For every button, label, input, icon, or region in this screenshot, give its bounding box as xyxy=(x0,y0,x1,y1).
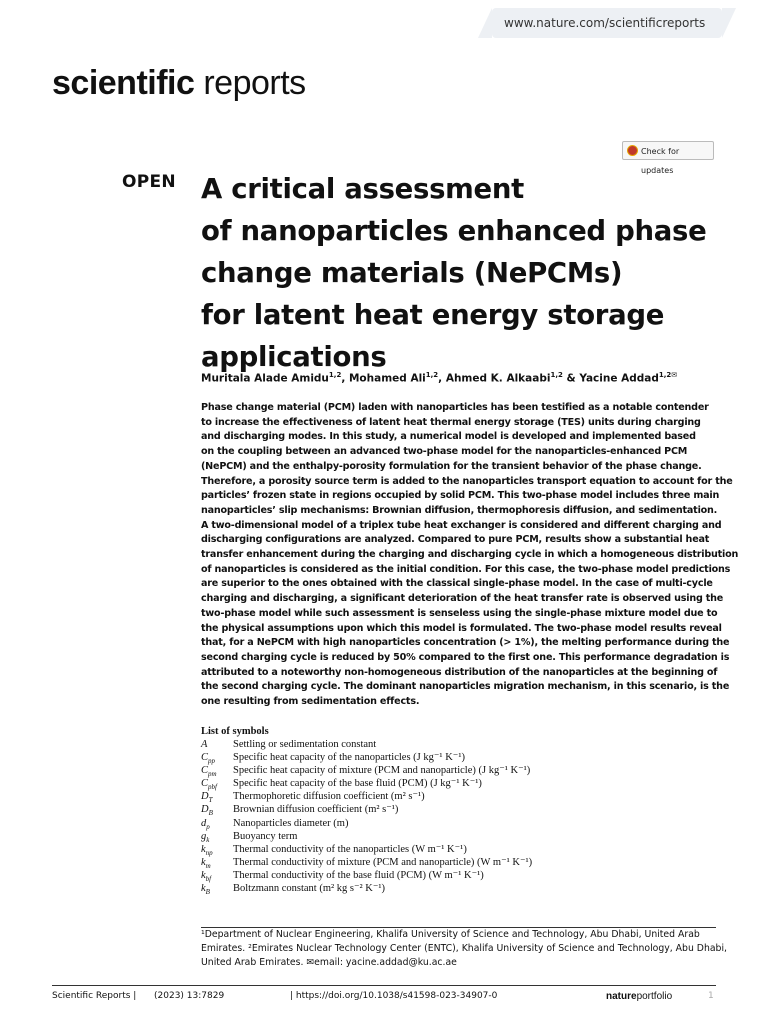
symbol-subscript: B xyxy=(205,888,210,897)
abstract-line: that, for a NePCM with high nanoparticles concentration (> 1%), the melting performance during the xyxy=(201,637,730,649)
abstract-line: attributed to a noteworthy non-homogeneous distribution of the nanoparticles at the beginning of xyxy=(201,666,718,678)
symbol-definition: Boltzmann constant (m² kg s⁻² K⁻¹) xyxy=(233,883,386,895)
title-line: change materials (NePCMs) xyxy=(201,257,623,289)
affiliation-line: United Arab Emirates. ✉email: yacine.addad@ku.ac.ae xyxy=(201,957,457,969)
symbol-term: $k_B$ xyxy=(201,883,210,897)
symbol-term: $k_m$ xyxy=(201,856,211,870)
journal-url[interactable]: www.nature.com/scientificreports xyxy=(492,8,722,38)
author-name[interactable]: Ahmed K. Alkaabi xyxy=(445,372,551,385)
abstract-line: are superior to the ones obtained with the classical single-phase model. In the case of multi-cycle xyxy=(201,578,713,590)
page-number: 1 xyxy=(708,991,714,1001)
symbols-list xyxy=(201,726,716,895)
symbol-subscript: pp xyxy=(208,757,216,766)
abstract-line: (NePCM) and the enthalpy-porosity formulation for the transient behavior of the phase change. xyxy=(201,460,702,472)
abstract-line: the second charging cycle. The dominant nanoparticles migration mechanism, in this scenario, is the xyxy=(201,681,730,693)
open-access-label: OPEN xyxy=(122,172,176,192)
author-affiliation-marker: 1,2✉ xyxy=(658,371,678,379)
symbol-term: $D_B$ xyxy=(201,804,213,818)
symbol-term: $D_T$ xyxy=(201,791,213,805)
author-separator: , xyxy=(438,372,446,385)
symbol-term: $k_{np}$ xyxy=(201,843,213,857)
footer-journal: Scientific Reports | xyxy=(52,991,137,1001)
symbol-row xyxy=(201,830,716,843)
author-name[interactable]: Yacine Addad xyxy=(579,372,659,385)
affiliations xyxy=(201,927,727,971)
symbol-row xyxy=(201,803,716,816)
abstract-line: one resulting from sedimentation effects. xyxy=(201,696,420,708)
symbol-definition: Settling or sedimentation constant xyxy=(233,739,377,750)
symbol-definition: Thermal conductivity of the base fluid (PCM) (W m⁻¹ K⁻¹) xyxy=(233,869,484,881)
abstract-line: Therefore, a porosity source term is added to the nanoparticles transport equation to account for the xyxy=(201,475,733,487)
symbol-definition: Buoyancy term xyxy=(233,830,298,842)
symbol-definition: Thermophoretic diffusion coefficient (m² s⁻¹) xyxy=(233,791,425,803)
affiliation-line: Emirates. ²Emirates Nuclear Technology Center (ENTC), Khalifa University of Science and Technology, Abu Dhabi, xyxy=(201,943,727,955)
abstract-line: charging and discharging, a significant deterioration of the heat transfer rate is observed using the xyxy=(201,593,724,605)
masthead-bold: scientific xyxy=(52,64,195,102)
article-title xyxy=(201,168,721,378)
affiliation-line: ¹Department of Nuclear Engineering, Khalifa University of Science and Technology, Abu Dhabi, United Arab xyxy=(201,929,700,940)
abstract-line: particles’ frozen state in regions occupied by solid PCM. This two-phase model includes three main xyxy=(201,490,720,502)
symbol-subscript: p xyxy=(206,822,210,831)
author-name[interactable]: Muritala Alade Amidu xyxy=(201,372,329,385)
symbol-term: $g_k$ xyxy=(201,830,210,844)
symbol-row xyxy=(201,751,716,764)
footer-citation: (2023) 13:7829 xyxy=(154,991,225,1001)
footer-doi-link[interactable]: | https://doi.org/10.1038/s41598-023-34907-0 xyxy=(290,991,498,1001)
symbol-row xyxy=(201,777,716,790)
symbol-definition: Specific heat capacity of mixture (PCM and nanoparticle) (J kg⁻¹ K⁻¹) xyxy=(233,765,531,777)
symbol-subscript: pm xyxy=(208,770,217,779)
symbol-definition: Nanoparticles diameter (m) xyxy=(233,817,349,829)
crossmark-icon xyxy=(627,145,638,156)
symbol-subscript: np xyxy=(205,848,213,857)
check-for-updates-button[interactable] xyxy=(622,141,714,175)
title-line: A critical assessment xyxy=(201,173,524,205)
abstract-line: transfer enhancement during the charging and discharging cycle in which a homogeneous distribution xyxy=(201,549,739,561)
symbol-row xyxy=(201,790,716,803)
nature-portfolio-logo xyxy=(606,991,672,1002)
brand-light: portfolio xyxy=(636,991,673,1002)
abstract-line: on the coupling between an advanced two-phase model for the nanoparticles-enhanced PCM xyxy=(201,446,688,458)
symbols-heading: List of symbols xyxy=(201,726,269,737)
author-list xyxy=(201,371,721,385)
symbol-subscript: B xyxy=(208,809,213,818)
symbol-term: $C_{pm}$ xyxy=(201,765,217,779)
abstract xyxy=(201,401,739,710)
abstract-line: Phase change material (PCM) laden with nanoparticles has been testified as a notable contender xyxy=(201,402,709,413)
symbol-subscript: bf xyxy=(205,875,212,884)
symbol-definition: Brownian diffusion coefficient (m² s⁻¹) xyxy=(233,804,399,816)
symbol-subscript: m xyxy=(205,861,211,870)
abstract-line: the physical assumptions upon which this model is formulated. The two-phase model results reveal xyxy=(201,622,722,634)
symbol-definition: Thermal conductivity of mixture (PCM and nanoparticle) (W m⁻¹ K⁻¹) xyxy=(233,856,533,868)
symbol-row xyxy=(201,843,716,856)
symbol-definition: Specific heat capacity of the base fluid (PCM) (J kg⁻¹ K⁻¹) xyxy=(233,778,482,790)
symbol-subscript: T xyxy=(208,796,213,805)
abstract-line: A two-dimensional model of a triplex tube heat exchanger is considered and different charging and xyxy=(201,519,722,531)
symbol-subscript: pbf xyxy=(208,783,217,792)
check-for-updates-label: Check for updates xyxy=(641,147,680,175)
symbol-subscript: k xyxy=(206,835,210,844)
author-separator: & xyxy=(562,372,580,385)
symbol-definition: Thermal conductivity of the nanoparticles (W m⁻¹ K⁻¹) xyxy=(233,843,467,855)
brand-bold: nature xyxy=(606,991,637,1002)
author-affiliation-marker: 1,2 xyxy=(328,371,342,379)
abstract-line: nanoparticles’ slip mechanisms: Brownian diffusion, thermophoresis diffusion, and sedimentation. xyxy=(201,504,718,516)
title-line: applications xyxy=(201,341,387,373)
title-line: for latent heat energy storage xyxy=(201,299,665,331)
symbol-row xyxy=(201,817,716,830)
abstract-line: to increase the effectiveness of latent heat thermal energy storage (TES) units during charging xyxy=(201,416,701,428)
author-affiliation-marker: 1,2 xyxy=(425,371,439,379)
author-separator: , xyxy=(341,372,349,385)
symbol-term: $C_{pp}$ xyxy=(201,752,216,766)
symbol-definition: Specific heat capacity of the nanoparticles (J kg⁻¹ K⁻¹) xyxy=(233,752,465,764)
symbol-term: A xyxy=(201,739,208,750)
symbol-row xyxy=(201,764,716,777)
author-affiliation-marker: 1,2 xyxy=(550,371,563,379)
symbol-row xyxy=(201,882,716,895)
abstract-line: second charging cycle is reduced by 50% compared to the first one. This performance degradation is xyxy=(201,651,730,663)
abstract-line: and discharging modes. In this study, a numerical model is developed and implemented based xyxy=(201,431,696,443)
symbol-term: $C_{pbf}$ xyxy=(201,778,217,792)
title-line: of nanoparticles enhanced phase xyxy=(201,215,707,247)
symbol-term: $d_p$ xyxy=(201,817,210,831)
symbol-row xyxy=(201,856,716,869)
abstract-line: two-phase model while such assessment is senseless using the single-phase mixture model due to xyxy=(201,607,718,619)
masthead-light: reports xyxy=(194,64,306,102)
symbol-row xyxy=(201,738,716,751)
author-name[interactable]: Mohamed Ali xyxy=(348,372,426,385)
abstract-line: discharging configurations are analyzed. Compared to pure PCM, results show a substantial heat xyxy=(201,534,710,546)
footer-divider xyxy=(52,985,716,986)
symbol-row xyxy=(201,869,716,882)
symbol-term: $k_{bf}$ xyxy=(201,869,212,884)
abstract-line: of nanoparticles is considered as the initial condition. For this case, the two-phase model predictions xyxy=(201,563,731,575)
journal-masthead xyxy=(52,64,306,103)
